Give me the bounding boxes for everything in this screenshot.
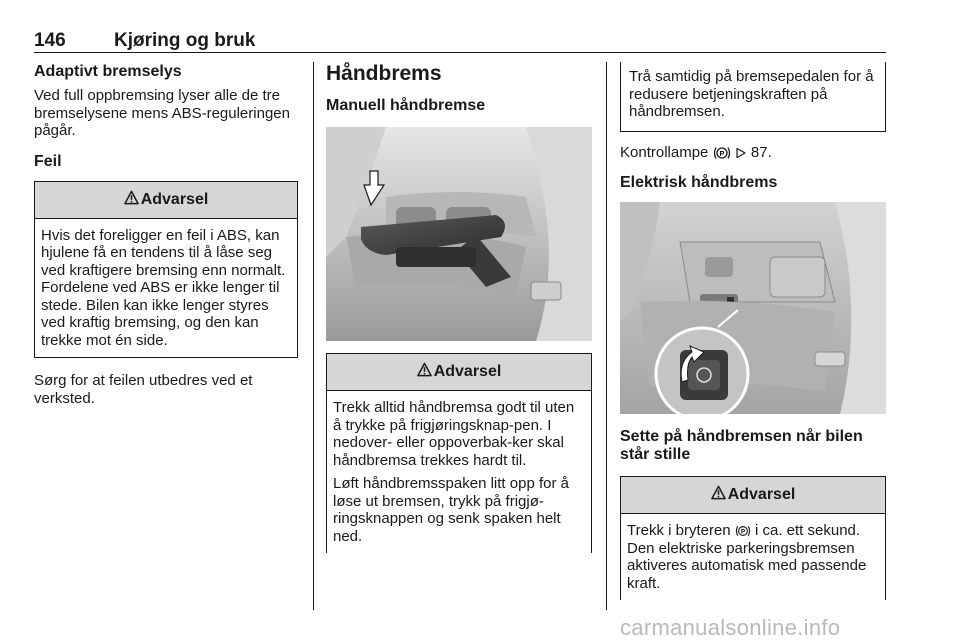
page-number: 146 (34, 30, 66, 51)
fault-heading: Feil (34, 152, 62, 170)
warning-title: Advarsel (140, 190, 209, 208)
control-lamp-ref: 87. (750, 143, 772, 161)
warning-box-electric (620, 476, 886, 600)
warning-box-handbrake (326, 353, 592, 553)
warning-header (621, 477, 885, 514)
apply-handbrake-heading: Sette på håndbremsen når bilen står stille (620, 428, 863, 463)
column-divider-1 (313, 62, 314, 610)
warning-body (621, 514, 885, 600)
warning-title: Advarsel (727, 486, 796, 503)
warning-text-end: i ca. ett sekund. Den elektriske parkeringsbremsen aktiveres automatisk med passende kraft. (627, 522, 867, 592)
electric-handbrake-heading: Elektrisk håndbrems (620, 174, 778, 191)
warning-title: Advarsel (433, 363, 502, 380)
column-2 (326, 62, 592, 553)
electric-handbrake-image (620, 202, 886, 414)
warning-text-1: Trekk alltid håndbremsa godt til uten å trykke på frigjøringsknap-pen. I nedover- eller oppoverbak-ker skal håndbremsa trekkes hardt til. (333, 399, 575, 469)
repair-text: Sørg for at feilen utbedres ved et verksted. (34, 372, 253, 407)
manual-handbrake-heading: Manuell håndbremse (326, 97, 486, 114)
warning-header (327, 354, 591, 391)
continued-note-box (620, 62, 886, 132)
manual-handbrake-image (326, 127, 592, 341)
warning-header (35, 182, 297, 219)
svg-text:P: P (740, 528, 745, 536)
warning-text (627, 522, 879, 592)
control-lamp-label: Kontrollampe (620, 143, 709, 161)
parking-brake-switch-icon (735, 524, 751, 538)
svg-text:P: P (719, 150, 724, 158)
chapter-title: Kjøring og bruk (114, 30, 256, 51)
warning-triangle-icon (711, 485, 726, 500)
column-3 (620, 62, 886, 600)
intro-text: Ved full oppbremsing lyser alle de tre bremselysene mens ABS-reguleringen pågår. (34, 87, 290, 139)
warning-text-2: Løft håndbremsspaken litt opp for å løse ut bremsen, trykk på frigjø-ringsknappen og senk spaken helt ned. (333, 475, 569, 545)
note-text: Trå samtidig på bremsepedalen for å redusere betjeningskraften på håndbremsen. (629, 68, 874, 120)
warning-triangle-icon (417, 362, 432, 377)
warning-body (35, 219, 297, 358)
control-lamp-line (620, 144, 886, 162)
watermark: carmanualsonline.info (620, 615, 841, 640)
warning-text: Hvis det foreligger en feil i ABS, kan hjulene få en tendens til å låse seg ved kraftigere bremsing enn normalt. Fordelene ved ABS er ikke lenger til stede. Bilen kan ikke lenger styres ved kraftig bremsing, og den kan trekke mot én side. (41, 226, 286, 349)
column-1 (34, 62, 298, 419)
section-heading-adaptive-brake-light: Adaptivt bremselys (34, 63, 182, 80)
reference-arrow-icon (735, 147, 747, 159)
warning-triangle-icon (124, 190, 139, 205)
warning-text-start: Trekk i bryteren (627, 522, 731, 539)
section-heading-handbrake: Håndbrems (326, 62, 442, 85)
parking-brake-lamp-icon (713, 145, 731, 161)
column-divider-2 (606, 62, 607, 610)
warning-box-abs (34, 181, 298, 359)
warning-body (327, 391, 591, 553)
page-header (34, 30, 886, 50)
header-divider (34, 52, 886, 53)
